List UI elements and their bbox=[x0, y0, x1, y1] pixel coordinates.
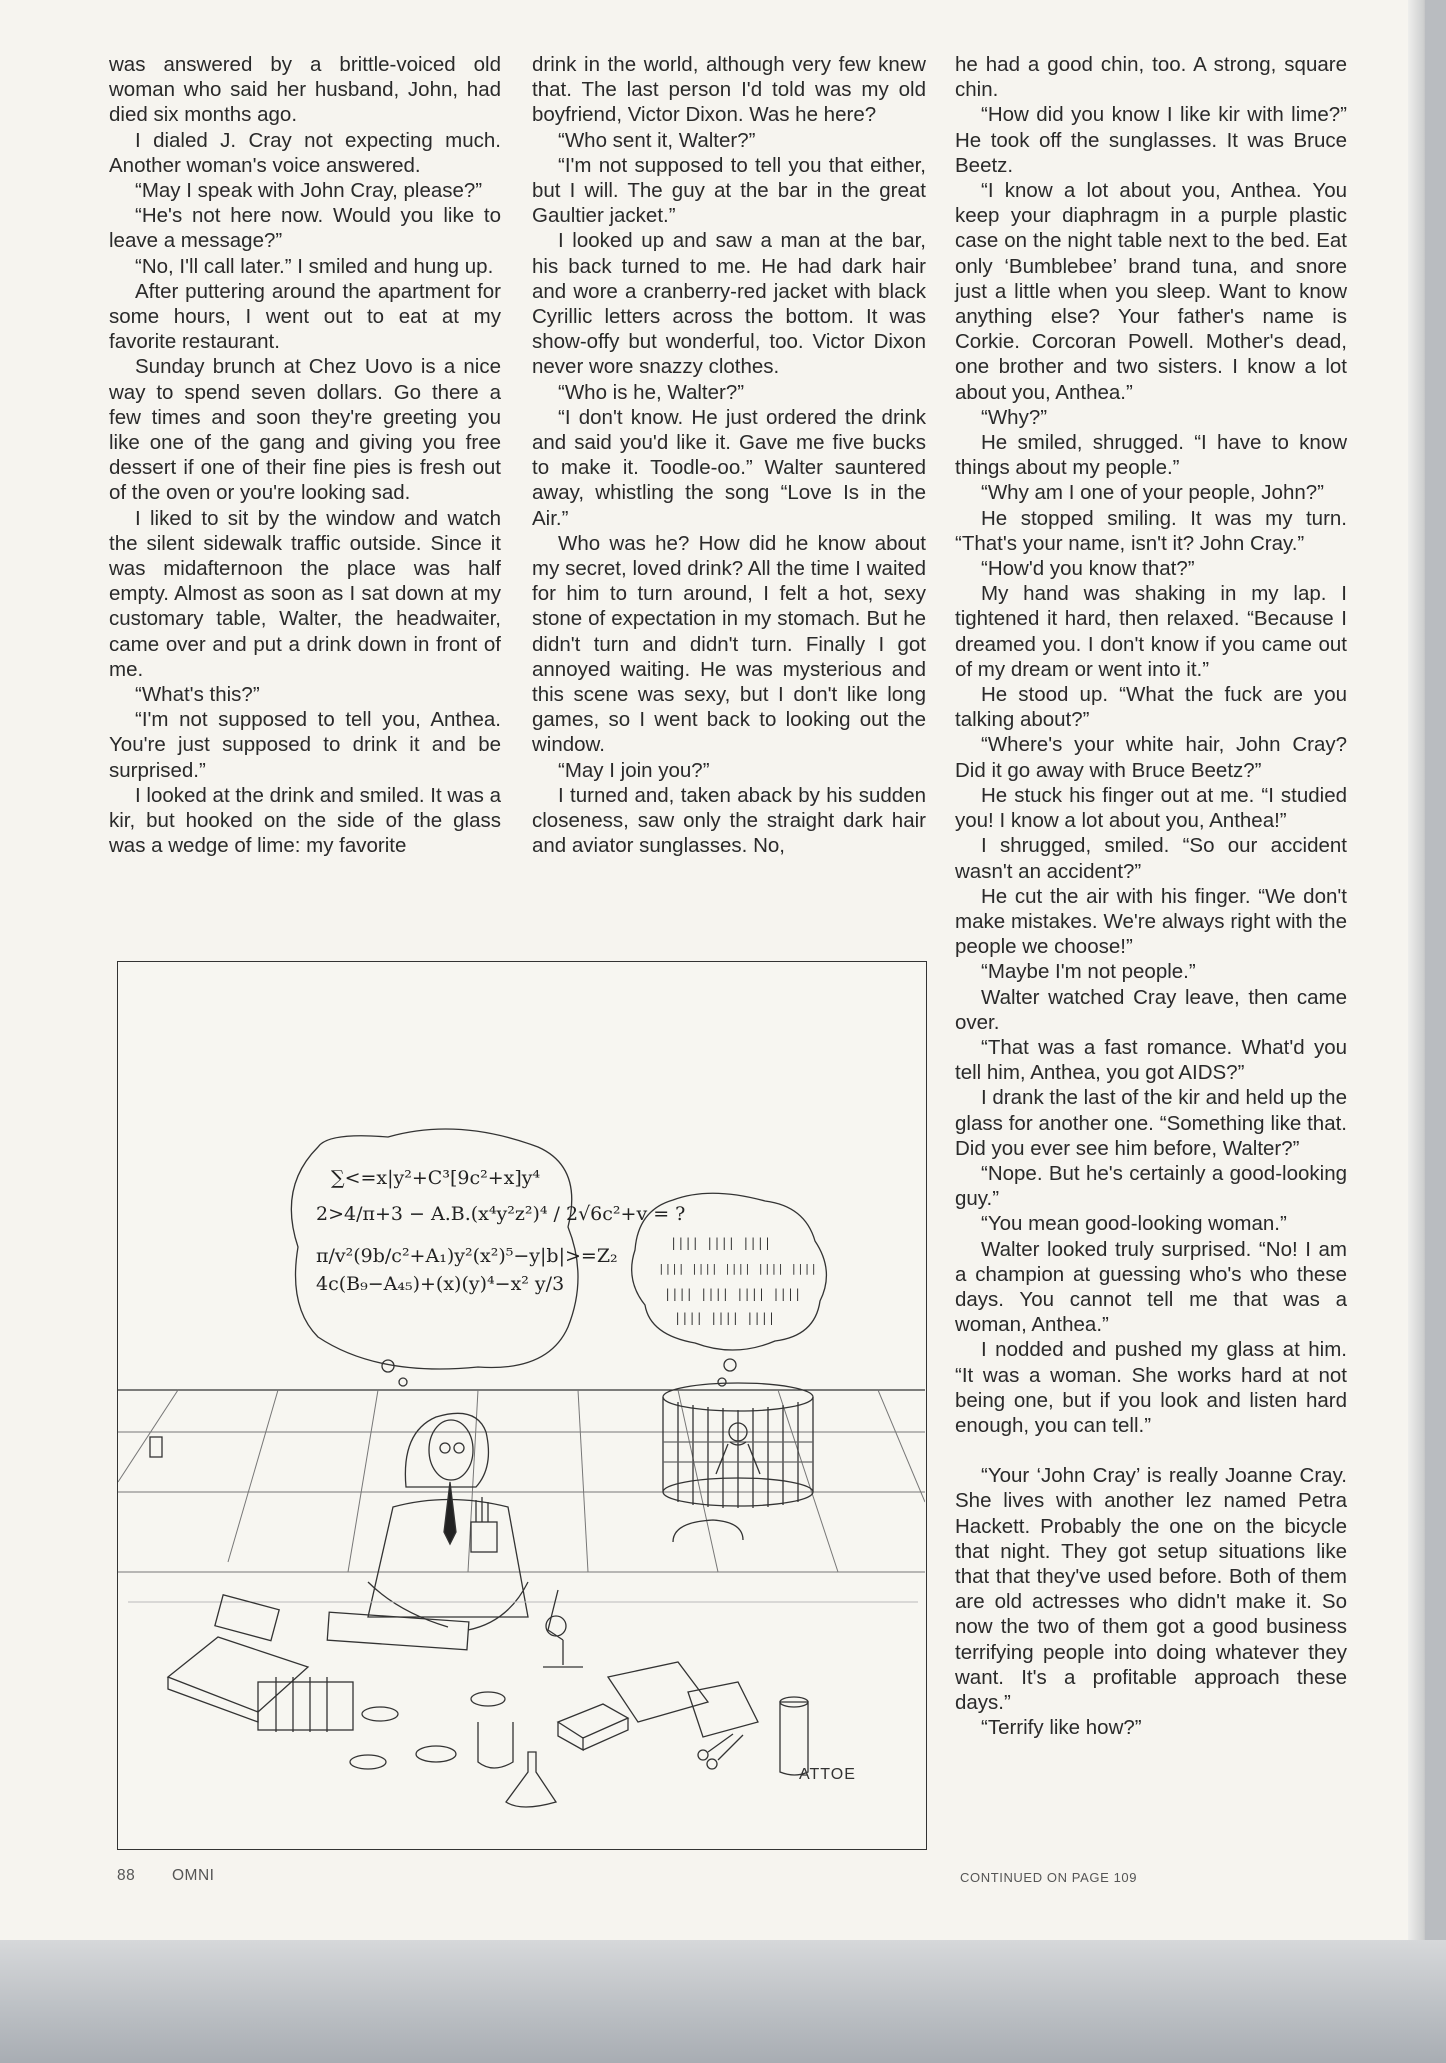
tally-line: |||| |||| |||| bbox=[670, 1236, 772, 1250]
paragraph: He stopped smiling. It was my turn. “That's your name, isn't it? John Cray.” bbox=[955, 506, 1347, 555]
paragraph: “Why am I one of your people, John?” bbox=[981, 481, 1324, 505]
paragraph: He stood up. “What the fuck are you talking about?” bbox=[955, 683, 1347, 732]
paragraph: “May I speak with John Cray, please?” bbox=[135, 179, 483, 203]
paper-sheet bbox=[608, 1662, 708, 1722]
page-gutter bbox=[1408, 0, 1425, 1940]
paragraph: “Why?” bbox=[981, 405, 1048, 429]
paragraph: “I'm not supposed to tell you that either, but I will. The guy at the bar in the great Gaultier jacket.” bbox=[532, 153, 926, 228]
petri-dish bbox=[362, 1707, 398, 1721]
page-number: 88 bbox=[117, 1867, 136, 1884]
paragraph: I dialed J. Cray not expecting much. Another woman's voice answered. bbox=[109, 128, 501, 177]
paragraph: I nodded and pushed my glass at him. “It was a woman. She works hard at not being one, but if you look and listen hard enough, you can tell.” bbox=[955, 1338, 1347, 1437]
paragraph: Walter watched Cray leave, then came over. bbox=[955, 985, 1347, 1034]
paragraph: “What's this?” bbox=[135, 683, 260, 707]
scissors bbox=[707, 1759, 717, 1769]
paragraph: was answered by a brittle-voiced old woman who said her husband, John, had died six months ago. bbox=[109, 53, 501, 127]
paragraph: “How did you know I like kir with lime?” He took off the sunglasses. It was Bruce Beetz. bbox=[955, 103, 1347, 177]
paragraph: “Your ‘John Cray’ is really Joanne Cray. She lives with another lez named Petra Hackett. Probably the one on the bicycle that night. They got setup situations like that that they've used before. Both of them are old actresses who didn't make it. So now the two of them got a good business terrifying people into doing whatever they want. It's a profitable approach these days.” bbox=[955, 1464, 1347, 1714]
floor-tiles bbox=[118, 1390, 925, 1572]
paragraph: he had a good chin, too. A strong, square chin. bbox=[955, 53, 1347, 102]
text-column-3 bbox=[955, 52, 1347, 1740]
paragraph: “Terrify like how?” bbox=[981, 1716, 1142, 1740]
paragraph: “May I join you?” bbox=[558, 758, 710, 782]
chair bbox=[673, 1520, 743, 1542]
cage bbox=[663, 1383, 813, 1508]
section-break bbox=[955, 1438, 1347, 1463]
notebook bbox=[168, 1637, 308, 1722]
paragraph: drink in the world, although very few knew that. The last person I'd told was my old boyfriend, Victor Dixon. Was he here? bbox=[532, 53, 926, 127]
thought-dot bbox=[724, 1359, 736, 1371]
tally-line: |||| |||| |||| |||| bbox=[664, 1287, 802, 1301]
paragraph: “Nope. But he's certainly a good-looking guy.” bbox=[955, 1161, 1347, 1211]
paragraph: “I'm not supposed to tell you, Anthea. You're just supposed to drink it and be surprised.” bbox=[109, 708, 501, 782]
paragraph: Sunday brunch at Chez Uovo is a nice way to spend seven dollars. Go there a few times and soon they're greeting you like one of the gang and giving you free dessert if one of their fine pies is fresh out of the oven or you're looking sad. bbox=[109, 355, 501, 505]
petri-dish bbox=[416, 1746, 456, 1762]
equation-line: 2>4/π+3 − A.B.(x⁴y²z²)⁴ / 2√6c²+v = ? bbox=[316, 1203, 686, 1225]
paragraph: He smiled, shrugged. “I have to know things about my people.” bbox=[955, 431, 1347, 480]
equation-line: ∑<=x|y²+C³[9c²+x]y⁴ bbox=[331, 1167, 541, 1189]
paragraph: I liked to sit by the window and watch the silent sidewalk traffic outside. Since it was midafternoon the place was half empty. Almost as soon as I sat down at my customary table, Walter, the headwaiter, came over and put a drink down in front of me. bbox=[109, 506, 501, 681]
papers bbox=[327, 1612, 469, 1650]
paragraph: “Who sent it, Walter?” bbox=[558, 128, 756, 152]
paragraph: I looked at the drink and smiled. It was a kir, but hooked on the side of the glass was a wedge of lime: my favorite bbox=[109, 783, 501, 858]
magazine-name: OMNI bbox=[172, 1867, 215, 1884]
paragraph: I drank the last of the kir and held up the glass for another one. “Something like that. Did you ever see him before, Walter?” bbox=[955, 1086, 1347, 1160]
paragraph: I turned and, taken aback by his sudden closeness, saw only the straight dark hair and aviator sunglasses. No, bbox=[532, 783, 926, 858]
cartoon-drawing bbox=[118, 962, 925, 1848]
small-box bbox=[558, 1704, 628, 1750]
paragraph: “That was a fast romance. What'd you tell him, Anthea, you got AIDS?” bbox=[955, 1035, 1347, 1085]
paragraph: He cut the air with his finger. “We don't make mistakes. We're always right with the people we choose!” bbox=[955, 884, 1347, 959]
paragraph: “Where's your white hair, John Cray? Did it go away with Bruce Beetz?” bbox=[955, 733, 1347, 782]
paragraph: “No, I'll call later.” I smiled and hung up. bbox=[135, 254, 494, 278]
paragraph: “I don't know. He just ordered the drink and said you'd like it. Gave me five bucks to make it. Toodle-oo.” Walter sauntered away, whistling the song “Love Is in the Air.” bbox=[532, 405, 926, 530]
paper-sheet bbox=[688, 1682, 758, 1737]
paragraph: Walter looked truly surprised. “No! I am a champion at guessing who's who these days. You cannot tell me that was a woman, Anthea.” bbox=[955, 1237, 1347, 1337]
artist-signature: ATTOE bbox=[799, 1766, 856, 1783]
paragraph: Who was he? How did he know about my secret, loved drink? All the time I waited for him to turn around, I felt a hot, sexy stone of expectation in my stomach. But he didn't turn and didn't turn. Finally I got annoyed waiting. He was mysterious and this scene was sexy, but I don't like long games, so I went back to looking out the window. bbox=[532, 531, 926, 757]
paragraph: My hand was shaking in my lap. I tightened it hard, then relaxed. “Because I dreamed you. I don't know if you came out of my dream or went into it.” bbox=[955, 582, 1347, 681]
equation-line: π/v²(9b/c²+A₁)y²(x²)⁵−y|b|>=Z₂ bbox=[316, 1245, 618, 1267]
cartoon-illustration bbox=[117, 961, 927, 1850]
wall-outlet bbox=[150, 1437, 162, 1457]
paragraph: “He's not here now. Would you like to leave a message?” bbox=[109, 204, 501, 253]
paragraph: He stuck his finger out at me. “I studied you! I know a lot about you, Anthea!” bbox=[955, 783, 1347, 833]
tally-line: |||| |||| |||| bbox=[674, 1311, 776, 1325]
tally-line: |||| |||| |||| |||| |||| bbox=[658, 1262, 817, 1275]
paragraph: “You mean good-looking woman.” bbox=[981, 1212, 1287, 1236]
thought-dot bbox=[718, 1378, 726, 1386]
test-tube-rack bbox=[258, 1677, 353, 1732]
thought-dot bbox=[382, 1360, 394, 1372]
petri-dish bbox=[350, 1755, 386, 1769]
scissors bbox=[708, 1734, 743, 1760]
thought-dot bbox=[399, 1378, 407, 1386]
petri-dish bbox=[471, 1692, 505, 1706]
beaker bbox=[478, 1722, 513, 1768]
scientist-figure bbox=[368, 1413, 528, 1630]
text-column-2 bbox=[532, 52, 926, 859]
equation-line: 4c(B₉−A₄₅)+(x)(y)⁴−x² y/3 bbox=[316, 1273, 565, 1295]
paragraph: “I know a lot about you, Anthea. You keep your diaphragm in a purple plastic case on the night table next to the bed. Eat only ‘Bumblebee’ brand tuna, and snore just a little when you sleep. Want to know anything else? Your father's name is Corkie. Corcoran Powell. Mother's dead, one brother and two sisters. I know a lot about you, Anthea.” bbox=[955, 179, 1347, 404]
scan-background bbox=[0, 1940, 1446, 2063]
paragraph: “How'd you know that?” bbox=[981, 557, 1195, 581]
continued-note: CONTINUED ON PAGE 109 bbox=[960, 1870, 1138, 1885]
graduated-cylinder bbox=[780, 1702, 808, 1775]
text-column-1 bbox=[109, 52, 501, 859]
scissors bbox=[698, 1750, 708, 1760]
paragraph: “Maybe I'm not people.” bbox=[981, 960, 1196, 984]
paragraph: After puttering around the apartment for some hours, I went out to eat at my favorite restaurant. bbox=[109, 279, 501, 354]
paragraph: I shrugged, smiled. “So our accident wasn't an accident?” bbox=[955, 834, 1347, 883]
paragraph: “Who is he, Walter?” bbox=[558, 380, 745, 404]
paragraph: I looked up and saw a man at the bar, his back turned to me. He had dark hair and wore a cranberry-red jacket with black Cyrillic letters across the bottom. It was show-offy but wonderful, too. Victor Dixon never wore snazzy clothes. bbox=[532, 229, 926, 379]
